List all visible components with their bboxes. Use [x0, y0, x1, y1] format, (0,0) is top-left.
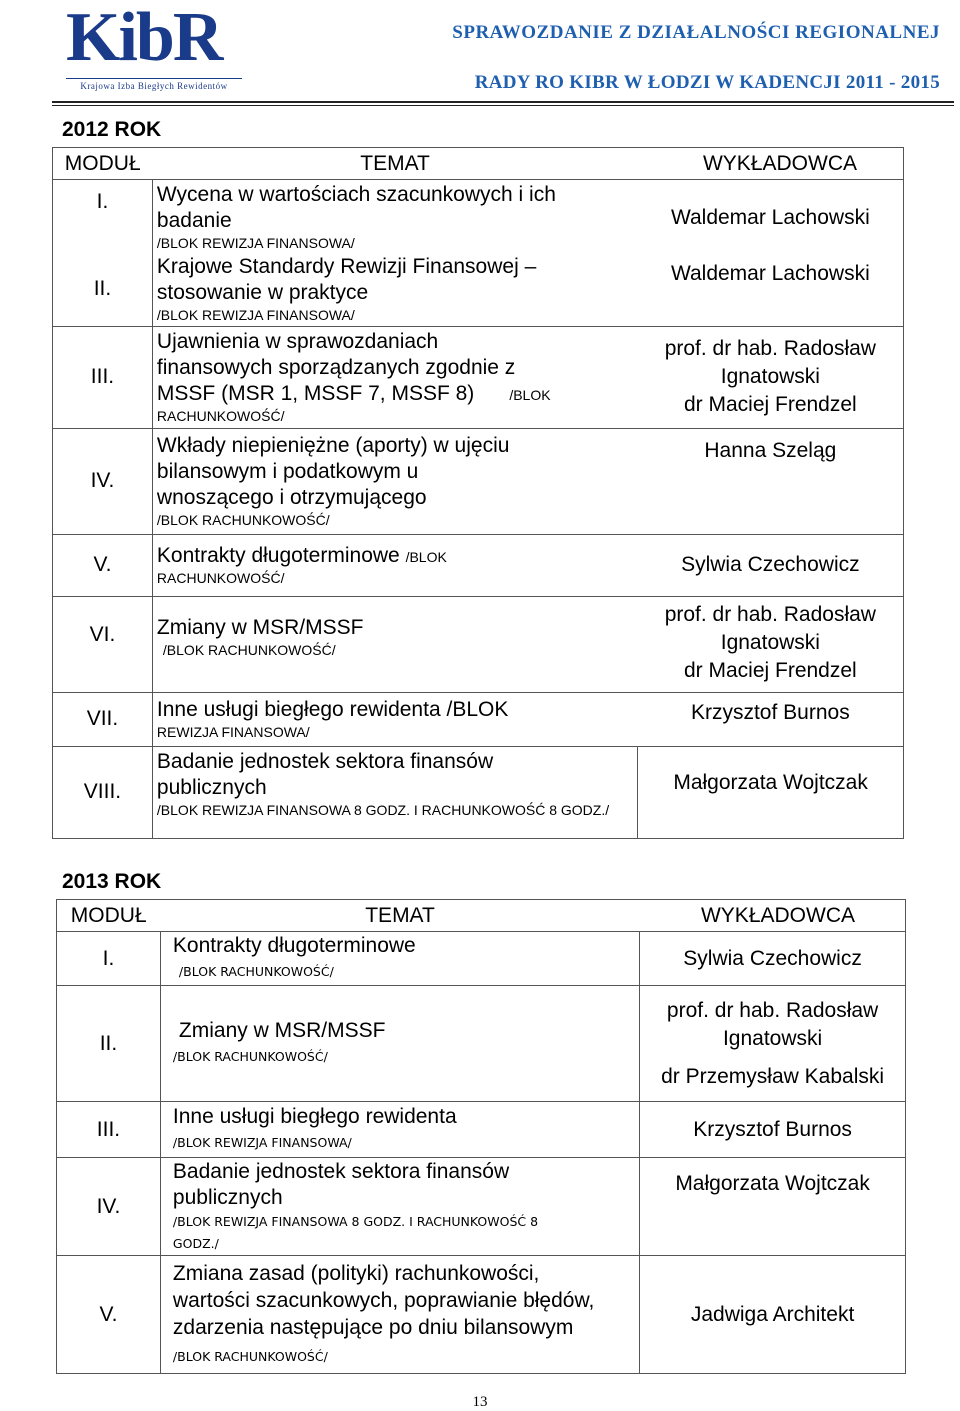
- lecturer-cell: [638, 180, 904, 253]
- lecturer-cell: [638, 428, 904, 534]
- lecturer-cell: [640, 932, 906, 986]
- col-lecturer: WYKŁADOWCA: [638, 148, 904, 180]
- topic-block-inline: /BLOK RACHUNKOWOŚĆ/: [172, 1348, 328, 1364]
- topic-cell: [160, 932, 639, 986]
- lecturer-name: dr Przemysław Kabalski: [661, 1064, 885, 1088]
- table-row: [53, 534, 904, 596]
- topic-block-inline: /BLOK: [405, 549, 447, 565]
- col-module: MODUŁ: [53, 148, 153, 180]
- logo-main: KibR: [66, 0, 222, 76]
- lecturer-cell: [640, 1102, 906, 1158]
- topic-cell: [152, 428, 637, 534]
- lecturer-name: Ignatowski: [720, 365, 820, 388]
- topic-cell: [152, 534, 637, 596]
- page-number: 13: [472, 1394, 488, 1410]
- topic-title: Inne usługi biegłego rewidenta: [156, 698, 441, 721]
- lecturer-name: Krzysztof Burnos: [690, 700, 850, 724]
- lecturer-cell: [640, 1256, 906, 1374]
- topic-cell: [160, 1158, 639, 1256]
- topic-title: Ujawnienia w sprawozdaniach finansowych sporządzanych zgodnie z MSSF (MSR 1, MSSF 7, MSSF 8): [156, 330, 516, 405]
- lecturer-name: Jadwiga Architekt: [690, 1302, 855, 1326]
- module-number: VI.: [53, 596, 153, 692]
- module-number: I.: [102, 946, 115, 970]
- table-header: [57, 900, 906, 932]
- table-row: [53, 180, 904, 253]
- lecturer-name: Waldemar Lachowski: [670, 262, 870, 285]
- lecturer-name: dr Maciej Frendzel: [683, 393, 857, 416]
- table-row: [53, 428, 904, 534]
- header-title-line2: RADY RO KIBR W ŁODZI W KADENCJI 2011 - 2015: [474, 72, 940, 93]
- lecturer-cell: [638, 692, 904, 746]
- header-title-line1: SPRAWOZDANIE Z DZIAŁALNOŚCI REGIONALNEJ: [452, 22, 940, 43]
- module-number: V.: [53, 534, 153, 596]
- table-2012: [52, 147, 904, 839]
- topic-cell: [160, 1102, 639, 1158]
- topic-cell: [160, 986, 639, 1102]
- lecturer-name: Sylwia Czechowicz: [683, 946, 862, 970]
- table-2013: [56, 899, 906, 1374]
- module-number: III.: [57, 1102, 161, 1158]
- module-number: VII.: [53, 692, 153, 746]
- lecturer-name: Ignatowski: [720, 630, 820, 654]
- topic-block: /BLOK REWIZJA FINANSOWA/: [156, 306, 355, 323]
- topic-title: Zmiana zasad (polityki) rachunkowości, wartości szacunkowych, poprawianie błędów, zdarzenia następujące po dniu bilansowym: [172, 1261, 595, 1339]
- topic-block: RACHUNKOWOŚĆ/: [156, 570, 285, 586]
- lecturer-name: prof. dr hab. Radosław: [666, 998, 879, 1022]
- topic-title: Inne usługi biegłego rewidenta: [172, 1104, 457, 1128]
- module-number: III.: [53, 326, 153, 428]
- lecturer-cell: [640, 986, 906, 1102]
- topic-block: /BLOK REWIZJA FINANSOWA 8 GODZ. I RACHUNKOWOŚĆ 8 GODZ./: [156, 801, 610, 818]
- kibr-logo: [66, 0, 246, 92]
- lecturer-name: Krzysztof Burnos: [693, 1117, 852, 1141]
- table-row: [57, 986, 906, 1102]
- topic-block: /BLOK RACHUNKOWOŚĆ/: [156, 512, 330, 528]
- module-number: VIII.: [53, 746, 153, 838]
- topic-block: /BLOK REWIZJA FINANSOWA 8 GODZ. I RACHUNKOWOŚĆ 8 GODZ./: [172, 1213, 539, 1251]
- table-row: [53, 692, 904, 746]
- col-topic: TEMAT: [152, 148, 637, 180]
- col-lecturer: WYKŁADOWCA: [640, 900, 906, 932]
- topic-cell: [152, 692, 637, 746]
- lecturer-name: Ignatowski: [722, 1026, 823, 1050]
- table-row: [57, 1158, 906, 1256]
- topic-title: Badanie jednostek sektora finansów publicznych: [172, 1159, 510, 1209]
- table-row: [53, 746, 904, 838]
- lecturer-name: Małgorzata Wojtczak: [675, 1172, 870, 1195]
- lecturer-cell: [638, 534, 904, 596]
- lecturer-cell: [638, 326, 904, 428]
- topic-cell: [152, 180, 637, 253]
- topic-cell: [152, 746, 637, 838]
- header-divider: [52, 101, 954, 103]
- topic-block: /BLOK REWIZJA FINANSOWA/: [156, 235, 355, 251]
- topic-cell: [160, 1256, 639, 1374]
- lecturer-name: prof. dr hab. Radosław: [664, 337, 876, 360]
- lecturer-name: Hanna Szeląg: [704, 438, 837, 462]
- module-number: IV.: [53, 428, 153, 534]
- year-2013-heading: 2013 ROK: [62, 870, 162, 893]
- table-row: [57, 1256, 906, 1374]
- topic-block: RACHUNKOWOŚĆ/: [156, 408, 285, 424]
- topic-block-inline: /BLOK: [509, 387, 551, 403]
- lecturer-name: Małgorzata Wojtczak: [673, 770, 868, 794]
- table-row: [53, 252, 904, 326]
- topic-cell: [152, 326, 637, 428]
- lecturer-cell: [638, 746, 904, 838]
- table-row: [53, 326, 904, 428]
- lecturer-name: prof. dr hab. Radosław: [664, 602, 876, 626]
- module-number: I.: [96, 190, 109, 213]
- lecturer-cell: [638, 252, 904, 326]
- module-number: II.: [57, 986, 161, 1102]
- topic-title: Wkłady niepieniężne (aporty) w ujęciu bilansowym i podatkowym u wnoszącego i otrzymującego: [156, 434, 510, 509]
- logo-subtitle: Krajowa Izba Biegłych Rewidentów: [66, 78, 242, 91]
- topic-cell: [152, 252, 637, 326]
- topic-title: Zmiany w MSR/MSSF: [156, 615, 364, 639]
- table-row: [57, 1102, 906, 1158]
- lecturer-cell: [640, 1158, 906, 1256]
- topic-title: Kontrakty długoterminowe: [156, 544, 400, 567]
- col-module: MODUŁ: [57, 900, 161, 932]
- topic-cell: [152, 596, 637, 692]
- topic-title: Wycena w wartościach szacunkowych i ich badanie: [156, 183, 556, 232]
- topic-block: /BLOK RACHUNKOWOŚĆ/: [178, 963, 334, 979]
- topic-block: /BLOK RACHUNKOWOŚĆ/: [172, 1048, 328, 1064]
- lecturer-name: dr Maciej Frendzel: [683, 658, 857, 682]
- lecturer-name: Waldemar Lachowski: [670, 206, 870, 229]
- table-row: [57, 932, 906, 986]
- topic-title: Badanie jednostek sektora finansów publicznych: [156, 749, 494, 799]
- topic-block: /BLOK REWIZJA FINANSOWA/: [172, 1134, 352, 1150]
- module-number: IV.: [57, 1158, 161, 1256]
- lecturer-name: Sylwia Czechowicz: [681, 553, 860, 576]
- module-number: V.: [57, 1256, 161, 1374]
- topic-block: REWIZJA FINANSOWA/: [156, 724, 310, 740]
- header-divider-thin: [52, 105, 954, 106]
- table-row: [53, 596, 904, 692]
- topic-block-inline: /BLOK: [446, 698, 509, 721]
- module-number: II.: [93, 276, 112, 300]
- topic-title: Krajowe Standardy Rewizji Finansowej – stosowanie w praktyce: [156, 254, 537, 304]
- topic-block: /BLOK RACHUNKOWOŚĆ/: [162, 641, 336, 658]
- topic-title: Kontrakty długoterminowe: [172, 933, 416, 957]
- table-header: [53, 148, 904, 180]
- lecturer-cell: [638, 596, 904, 692]
- col-topic: TEMAT: [160, 900, 639, 932]
- topic-title: Zmiany w MSR/MSSF: [178, 1018, 386, 1042]
- year-2012-heading: 2012 ROK: [62, 118, 162, 141]
